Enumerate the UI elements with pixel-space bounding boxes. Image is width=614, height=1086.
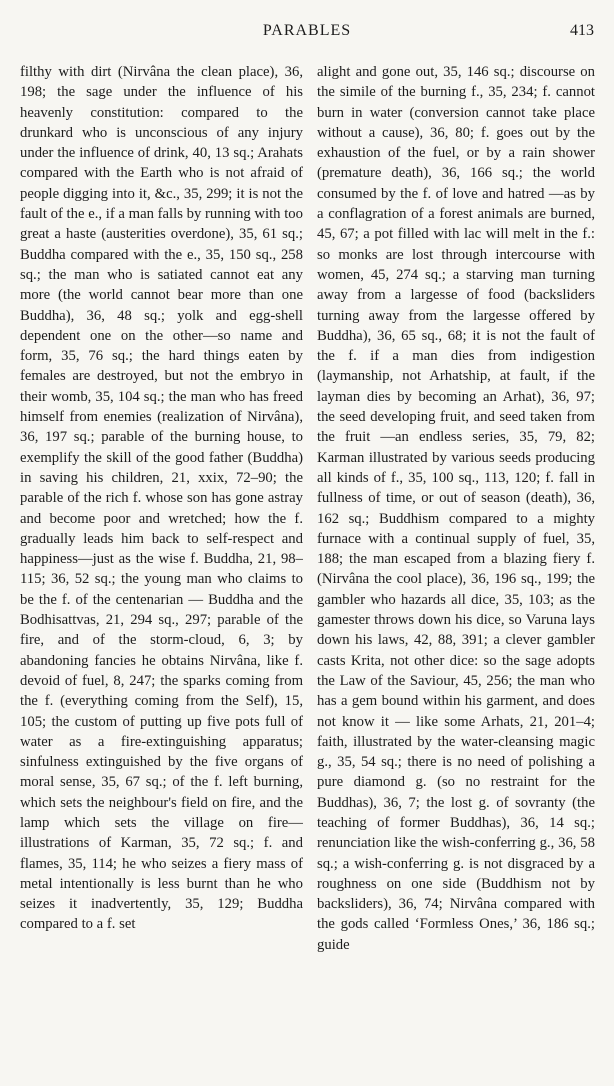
page-number: 413 — [570, 22, 594, 39]
running-header — [20, 22, 594, 44]
running-title: PARABLES — [262, 22, 352, 39]
index-column-right — [317, 62, 595, 1074]
index-text-right: alight and gone out, 35, 146 sq.; discourse on the simile of the burning f., 35, 234; f. cannot burn in water (conversion cannot take place without a cause), 36, 80; f. goes out by the exhaustion of the fuel, or by a rain shower (premature death), 36, 166 sq.; the world consumed by the f. of love and hatred —as by a conflagration of a forest animals are burned, 45, 67; a pot filled with lac will melt in the f.: so monks are lost through intercourse with women, 45, 274 sq.; a starving man turning away from a largesse of food (backsliders turning away from the largesse offered by Buddha), 36, 65 sq., 68; it is not the fault of the f. if a man dies from indigestion (laymanship, not Arhatship, at fault, if the layman dies by becoming an Arhat), 36, 97; the seed developing fruit, and seed taken from the fruit —an endless series, 35, 79, 82; Karman illustrated by various seeds producing all kinds of f., 35, 100 sq., 113, 120; f. fall in fullness of time, or out of season (death), 36, 162 sq.; Buddhism compared to a mighty furnace with a continual supply of fuel, 35, 188; the man escaped from a blazing fiery f. (Nirvâna the cool place), 36, 196 sq., 199; the gambler who hazards all dice, 35, 103; as the gamester throws down his dice, so Varuna lays down his laws, 42, 88, 391; a clever gambler casts Krita, not other dice: so the sage adopts the Law of the Saviour, 45, 256; the man who has a gem bound within his garment, and does not know it — like some Arhats, 21, 201–4; faith, illustrated by the water-cleansing magic g., 35, 54 sq.; there is no need of polishing a pure diamond g. (so no restraint for the Buddhas), 36, 7; the lost g. of sovranty (the teaching of former Buddhas), 36, 14 sq.; renunciation like the wish-conferring g., 36, 58 sq.; a wish-conferring g. is not disgraced by a roughness on one side (Buddhism not by backsliders), 36, 74; Nirvâna compared with the gods called ‘Formless Ones,’ 36, 186 sq.; guide — [317, 64, 595, 953]
index-text-left: filthy with dirt (Nirvâna the clean place), 36, 198; the sage under the influence of his heavenly constitution: compared to the drunkard who is unconscious of any injury under the influence of drink, 40, 13 sq.; Arahats compared with the Earth who is not afraid of people digging into it, &c., 35, 299; it is not the fault of the e., if a man falls by running with too great a haste (austerities overdone), 35, 61 sq.; Buddha compared with the e., 35, 150 sq., 258 sq.; the man who is satiated cannot eat any more (the world cannot bear more than one Buddha), 36, 48 sq.; yolk and egg-shell dependent one on the other—so name and form, 35, 76 sq.; the hard things eaten by females are destroyed, but not the embryo in their womb, 35, 104 sq.; the man who has freed himself from enemies (realization of Nirvâna), 36, 197 sq.; parable of the burning house, to exemplify the skill of the good father (Buddha) in saving his children, 21, xxix, 72–90; the parable of the rich f. whose son has gone astray and become poor and wretched; how the f. gradually leads him back to self-respect and happiness—just as the wise f. Buddha, 21, 98–115; 36, 52 sq.; the young man who claims to be the f. of the centenarian — Buddha and the Bodhisattvas, 21, 294 sq., 297; parable of the fire, and of the storm-cloud, 6, 3; by abandoning fancies he obtains Nirvâna, like f. devoid of fuel, 8, 247; the sparks coming from the f. (everything coming from the Self), 15, 105; the custom of putting up five pots full of water as a fire-extinguishing apparatus; sinfulness extinguished by the five organs of moral sense, 35, 67 sq.; of the f. left burning, which sets the neighbour's field on fire, and the lamp which sets the village on fire—illustrations of Karman, 35, 72 sq.; f. and flames, 35, 114; he who seizes a fiery mass of metal intentionally is less burnt than he who seizes it inadvertently, 35, 129; Buddha compared to a f. set — [20, 64, 303, 933]
index-column-left — [20, 62, 303, 1074]
